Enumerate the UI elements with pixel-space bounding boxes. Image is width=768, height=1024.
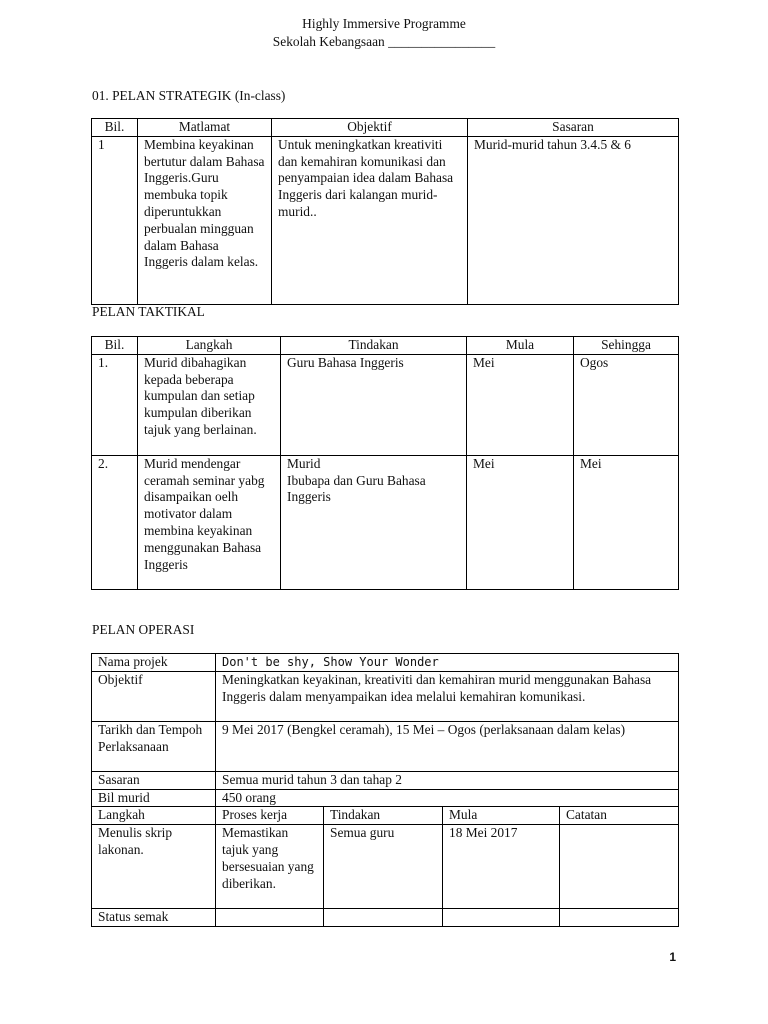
row-sasaran [92, 771, 679, 789]
table-row [92, 354, 679, 455]
document-title: Highly Immersive Programme [302, 16, 466, 31]
tactical-title: PELAN TAKTIKAL [92, 304, 205, 319]
tactical-bil: 1. [92, 354, 138, 455]
row-objektif [92, 671, 679, 721]
header-tindakan: Tindakan [281, 337, 467, 355]
step-header-row [92, 807, 679, 825]
tactical-langkah: Murid mendengar ceramah seminar yabg disampaikan oelh motivator dalam membina keyakinan menggunakan Bahasa Inggeris [138, 455, 281, 589]
tactical-mula: Mei [467, 455, 574, 589]
tactical-sehingga: Mei [574, 455, 679, 589]
tarikh-value: 9 Mei 2017 (Bengkel ceramah), 15 Mei – Ogos (perlaksanaan dalam kelas) [216, 721, 679, 771]
objektif-value: Meningkatkan keyakinan, kreativiti dan kemahiran murid menggunakan Bahasa Inggeris dalam menyampaikan idea melalui kemahiran komunikasi. [216, 671, 679, 721]
operational-table [91, 653, 679, 927]
header-proses-kerja: Proses kerja [216, 807, 324, 825]
header-matlamat: Matlamat [138, 119, 272, 137]
strategic-bil: 1 [92, 136, 138, 304]
header-bil: Bil. [92, 119, 138, 137]
header-langkah: Langkah [138, 337, 281, 355]
sasaran-value: Semua murid tahun 3 dan tahap 2 [216, 771, 679, 789]
bil-murid-label: Bil murid [92, 789, 216, 807]
table-row [92, 825, 679, 909]
tactical-mula: Mei [467, 354, 574, 455]
step-proses: Memastikan tajuk yang bersesuaian yang diberikan. [216, 825, 324, 909]
header-catatan: Catatan [560, 807, 679, 825]
step-catatan [560, 825, 679, 909]
tindakan-line-2: Ibubapa dan Guru Bahasa Inggeris [287, 472, 426, 505]
bil-murid-value: 450 orang [216, 789, 679, 807]
sasaran-label: Sasaran [92, 771, 216, 789]
status-semak-label: Status semak [92, 909, 216, 927]
header-tindakan: Tindakan [324, 807, 443, 825]
nama-projek-label: Nama projek [92, 654, 216, 672]
header-sehingga: Sehingga [574, 337, 679, 355]
tarikh-label: Tarikh dan Tempoh Perlaksanaan [92, 721, 216, 771]
nama-projek-value: Don't be shy, Show Your Wonder [216, 654, 679, 672]
status-cell [216, 909, 324, 927]
strategic-table [91, 118, 679, 305]
strategic-sasaran: Murid-murid tahun 3.4.5 & 6 [468, 136, 679, 304]
row-tarikh [92, 721, 679, 771]
strategic-header-row [92, 119, 679, 137]
tactical-tindakan [281, 455, 467, 589]
status-cell [443, 909, 560, 927]
page-number: 1 [669, 950, 676, 964]
step-langkah: Menulis skrip lakonan. [92, 825, 216, 909]
strategic-objektif: Untuk meningkatkan kreativiti dan kemahiran komunikasi dan penyampaian idea dalam Bahasa Inggeris dari kalangan murid-murid.. [272, 136, 468, 304]
table-row [92, 136, 679, 304]
tactical-header-row [92, 337, 679, 355]
row-nama-projek [92, 654, 679, 672]
status-cell [560, 909, 679, 927]
header-langkah: Langkah [92, 807, 216, 825]
tactical-langkah: Murid dibahagikan kepada beberapa kumpulan dan setiap kumpulan diberikan tajuk yang berlainan. [138, 354, 281, 455]
strategic-title: 01. PELAN STRATEGIK (In-class) [92, 88, 286, 103]
header-bil: Bil. [92, 337, 138, 355]
tactical-bil: 2. [92, 455, 138, 589]
step-mula: 18 Mei 2017 [443, 825, 560, 909]
tactical-tindakan: Guru Bahasa Inggeris [281, 354, 467, 455]
row-status-semak [92, 909, 679, 927]
header-mula: Mula [467, 337, 574, 355]
objektif-label: Objektif [92, 671, 216, 721]
header-mula: Mula [443, 807, 560, 825]
row-bil-murid [92, 789, 679, 807]
school-line: Sekolah Kebangsaan ________________ [272, 34, 496, 49]
step-tindakan: Semua guru [324, 825, 443, 909]
operational-title: PELAN OPERASI [92, 622, 195, 637]
tactical-sehingga: Ogos [574, 354, 679, 455]
strategic-matlamat: Membina keyakinan bertutur dalam Bahasa Inggeris.Guru membuka topik diperuntukkan perbualan mingguan dalam Bahasa Inggeris dalam kelas. [138, 136, 272, 304]
header-objektif: Objektif [272, 119, 468, 137]
table-row [92, 455, 679, 589]
header-sasaran: Sasaran [468, 119, 679, 137]
status-cell [324, 909, 443, 927]
tactical-table [91, 336, 679, 590]
tindakan-line-1: Murid [287, 455, 321, 471]
